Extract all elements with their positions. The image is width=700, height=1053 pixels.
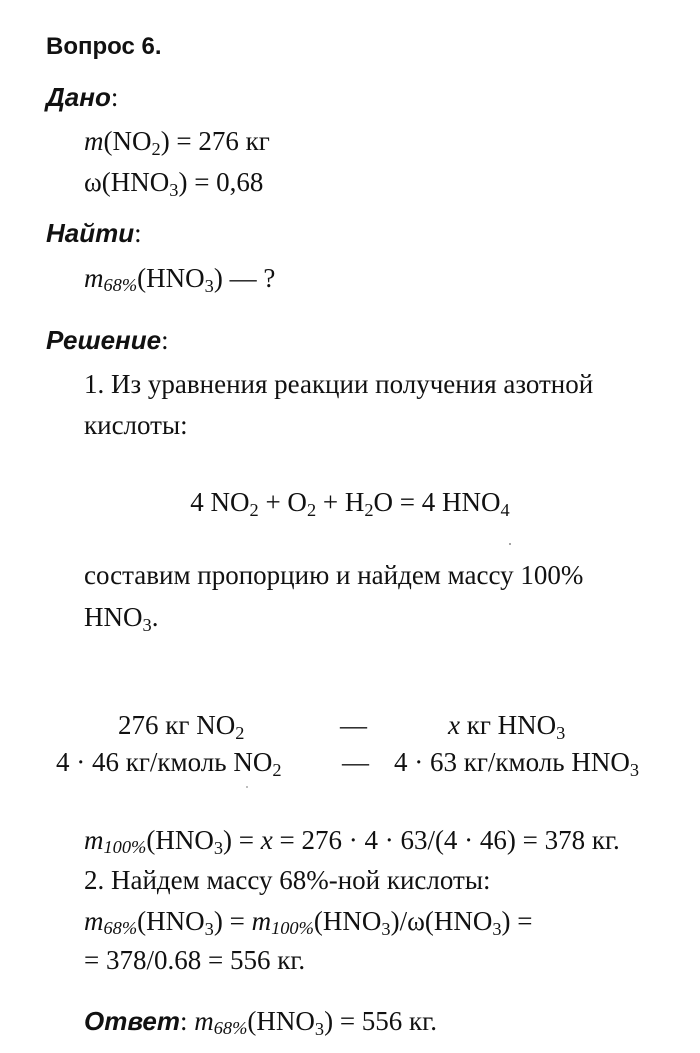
- step1-text-line2: кислоты:: [84, 410, 188, 440]
- calc-mass-100: $m100\%(HNO_3) = x = 276 \cdot 4 \cdot 63/(4 \cdot 46) = 378$ кг.: [84, 825, 620, 859]
- solution-heading: Решение:: [46, 325, 169, 355]
- proportion-text-line2: $HNO_3$.: [84, 602, 159, 636]
- given-mass-no2: $m(NO_2) = 276$ кг: [84, 126, 270, 160]
- reaction-equation: 4 $NO_2 + O_2 + H_2O = 4$ $HNO_4$: [190, 487, 510, 521]
- answer-label: Ответ: [84, 1006, 180, 1036]
- find-heading: Найти:: [46, 218, 142, 248]
- proportion-row2-right: 4 · 63 кг/кмоль $HNO_3$: [394, 747, 640, 781]
- page-title: Вопрос 6.: [46, 33, 162, 60]
- scan-speck: [509, 543, 511, 545]
- solution-label: Решение: [46, 325, 162, 355]
- scan-speck-2: [246, 786, 248, 788]
- find-target: $m68\%(HNO_3)$ — ?: [84, 263, 276, 297]
- given-fraction-hno3: $\omega(HNO_3) = 0,68$: [84, 167, 264, 201]
- answer-line: Ответ: $m68\%(HNO_3) = 556$ кг.: [84, 1006, 437, 1040]
- proportion-text-line1: составим пропорцию и найдем массу 100%: [84, 560, 584, 590]
- find-label: Найти: [46, 218, 135, 248]
- proportion-row1-dash: —: [340, 710, 367, 740]
- step2-text: 2. Найдем массу 68%-ной кислоты:: [84, 865, 491, 895]
- proportion-row1-right: x кг $HNO_3$: [448, 710, 566, 744]
- given-heading: Дано:: [46, 82, 119, 112]
- calc-mass-68-line2: = 378/0.68 = 556 кг.: [84, 945, 306, 975]
- given-label: Дано: [46, 82, 111, 112]
- calc-mass-68-line1: $m68\%(HNO_3) = m100\%(HNO_3)/\omega(HNO_3)$ =: [84, 906, 533, 940]
- proportion-row2-left: 4 · 46 кг/кмоль $NO_2$: [56, 747, 282, 781]
- proportion-row2-dash: —: [342, 747, 369, 777]
- proportion-row1-left: 276 кг $NO_2$: [118, 710, 245, 744]
- step1-text-line1: 1. Из уравнения реакции получения азотной: [84, 369, 594, 399]
